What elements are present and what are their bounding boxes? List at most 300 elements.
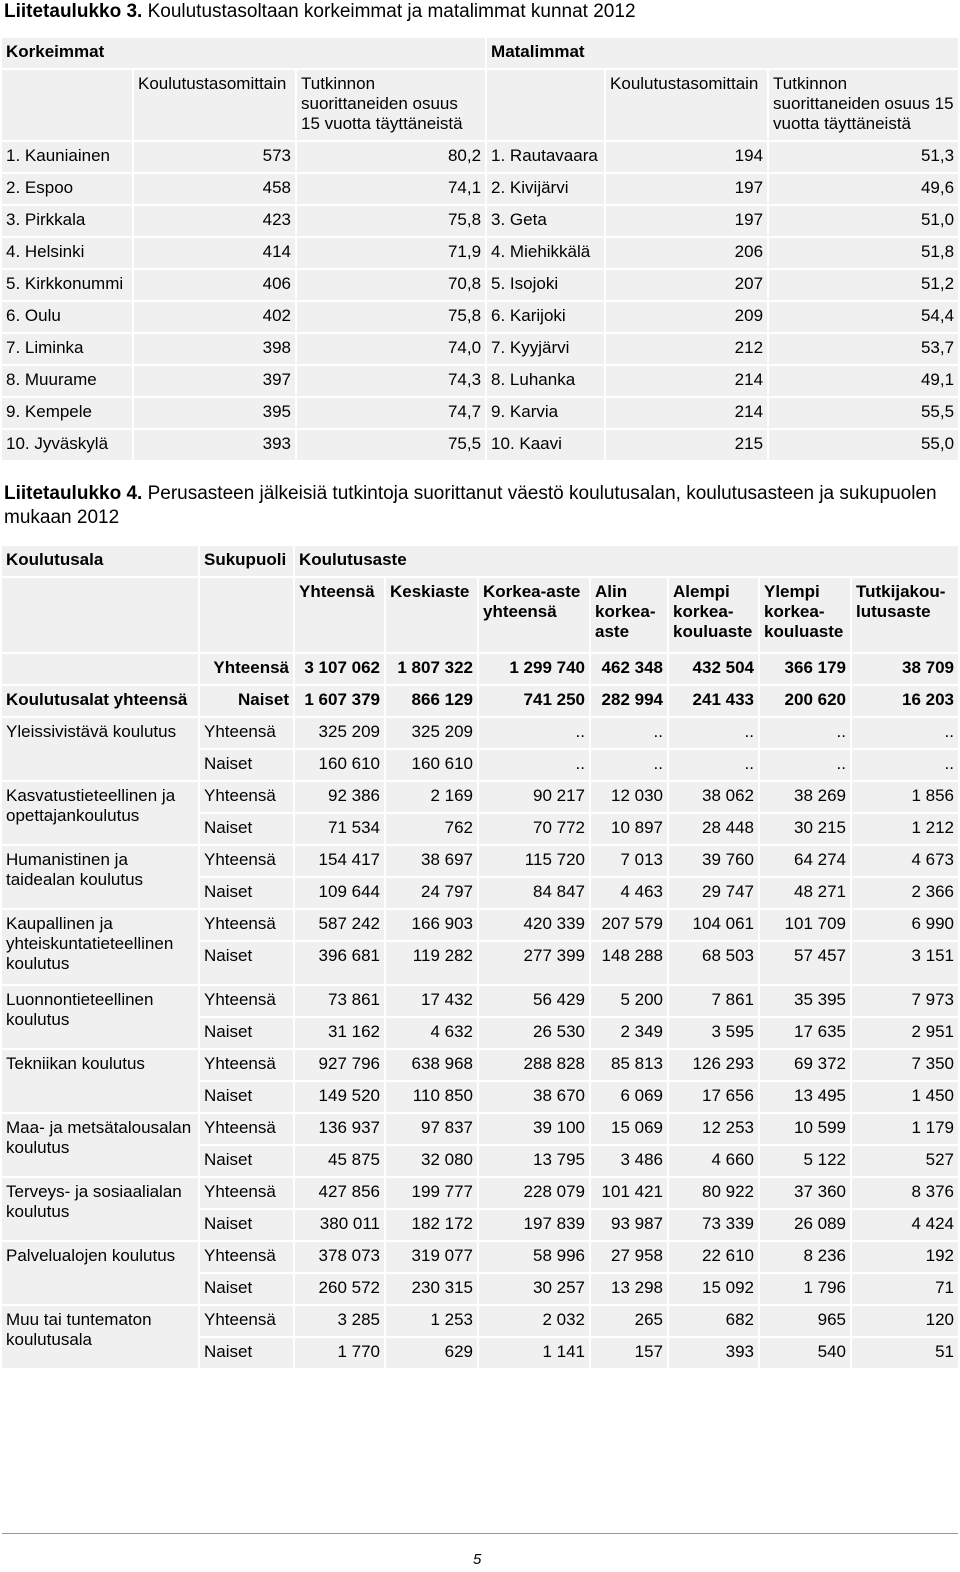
- t4-value: 965: [759, 1305, 851, 1337]
- t3-high-level: 423: [133, 205, 296, 237]
- t4-gender: Yhteensä: [199, 1177, 294, 1209]
- t4-value: 629: [385, 1337, 478, 1369]
- t4-gender: Naiset: [199, 941, 294, 985]
- t4-head-level: Koulutusaste: [294, 545, 959, 577]
- t4-value: 26 089: [759, 1209, 851, 1241]
- t3-low-name: 6. Karijoki: [486, 301, 605, 333]
- t4-value: 230 315: [385, 1273, 478, 1305]
- t4-col-header: Ylempi korkea-kouluaste: [759, 577, 851, 653]
- t4-value: 7 350: [851, 1049, 959, 1081]
- t4-value: ..: [668, 749, 759, 781]
- t4-value: 24 797: [385, 877, 478, 909]
- t4-gender: Naiset: [199, 1273, 294, 1305]
- table-row: [1, 1177, 959, 1209]
- t4-value: 15 069: [590, 1113, 668, 1145]
- t3-low-level: 207: [605, 269, 768, 301]
- table-row: [1, 1305, 959, 1337]
- t3-high-level: 395: [133, 397, 296, 429]
- t4-value: 282 994: [590, 685, 668, 717]
- t3-low-level: 209: [605, 301, 768, 333]
- t4-value: 73 339: [668, 1209, 759, 1241]
- t3-high-level: 402: [133, 301, 296, 333]
- t3-low-share: 51,0: [768, 205, 959, 237]
- t4-value: 38 670: [478, 1081, 590, 1113]
- t3-high-level: 398: [133, 333, 296, 365]
- t4-value: 4 660: [668, 1145, 759, 1177]
- t4-value: 120: [851, 1305, 959, 1337]
- t4-field-name: Kasvatustieteellinen ja opettajankoulutus: [1, 781, 199, 845]
- t4-value: 3 595: [668, 1017, 759, 1049]
- t4-gender: Naiset: [199, 1081, 294, 1113]
- t3-low-share: 54,4: [768, 301, 959, 333]
- t4-value: 115 720: [478, 845, 590, 877]
- t4-value: 51: [851, 1337, 959, 1369]
- t4-blank: [199, 577, 294, 653]
- t4-head-field: Koulutusala: [1, 545, 199, 577]
- table-row: [1, 1049, 959, 1081]
- t4-value: 1 607 379: [294, 685, 385, 717]
- t4-value: 4 632: [385, 1017, 478, 1049]
- t4-value: 200 620: [759, 685, 851, 717]
- t4-value: 28 448: [668, 813, 759, 845]
- t4-col-header: Alempi korkea-kouluaste: [668, 577, 759, 653]
- t3-low-name: 5. Isojoki: [486, 269, 605, 301]
- t4-value: ..: [759, 717, 851, 749]
- t4-value: 192: [851, 1241, 959, 1273]
- t4-value: 199 777: [385, 1177, 478, 1209]
- t4-value: 4 673: [851, 845, 959, 877]
- t4-value: ..: [478, 749, 590, 781]
- t4-value: 7 973: [851, 985, 959, 1017]
- t4-value: 17 432: [385, 985, 478, 1017]
- table-row: [1, 1113, 959, 1145]
- t4-value: 432 504: [668, 653, 759, 685]
- t4-value: 85 813: [590, 1049, 668, 1081]
- t4-value: 16 203: [851, 685, 959, 717]
- t4-value: 8 376: [851, 1177, 959, 1209]
- footer-rule: [2, 1533, 958, 1534]
- page-number: 5: [473, 1551, 482, 1568]
- t4-value: 207 579: [590, 909, 668, 941]
- t4-value: 540: [759, 1337, 851, 1369]
- t4-value: 38 709: [851, 653, 959, 685]
- t4-value: 73 861: [294, 985, 385, 1017]
- t4-gender: Naiset: [199, 813, 294, 845]
- t4-gender: Naiset: [199, 685, 294, 717]
- t4-value: 260 572: [294, 1273, 385, 1305]
- t4-field-name: Luonnontieteellinen koulutus: [1, 985, 199, 1049]
- t4-value: 38 062: [668, 781, 759, 813]
- t4-value: 15 092: [668, 1273, 759, 1305]
- t4-value: 762: [385, 813, 478, 845]
- t4-value: 45 875: [294, 1145, 385, 1177]
- t3-high-share: 74,3: [296, 365, 486, 397]
- t4-field-name: Palvelualojen koulutus: [1, 1241, 199, 1305]
- t3-group-high: Korkeimmat: [1, 37, 486, 69]
- table-row: [1, 365, 959, 397]
- t4-value: 64 274: [759, 845, 851, 877]
- t4-value: 12 253: [668, 1113, 759, 1145]
- t4-value: 22 610: [668, 1241, 759, 1273]
- t4-field-name: Tekniikan koulutus: [1, 1049, 199, 1113]
- t4-value: 17 656: [668, 1081, 759, 1113]
- table4-title-prefix: Liitetaulukko 4.: [4, 483, 143, 504]
- t4-value: 31 162: [294, 1017, 385, 1049]
- t4-value: 288 828: [478, 1049, 590, 1081]
- t4-value: 166 903: [385, 909, 478, 941]
- t4-gender: Naiset: [199, 749, 294, 781]
- t4-value: 6 069: [590, 1081, 668, 1113]
- t3-high-level: 458: [133, 173, 296, 205]
- t4-value: 587 242: [294, 909, 385, 941]
- t4-value: 30 257: [478, 1273, 590, 1305]
- table-row: [1, 269, 959, 301]
- t4-value: 12 030: [590, 781, 668, 813]
- t4-value: 3 486: [590, 1145, 668, 1177]
- t3-low-share: 55,5: [768, 397, 959, 429]
- t4-value: 2 032: [478, 1305, 590, 1337]
- t4-value: 6 990: [851, 909, 959, 941]
- t4-value: 325 209: [385, 717, 478, 749]
- t3-low-share: 49,1: [768, 365, 959, 397]
- table-row: [1, 717, 959, 749]
- t4-col-header: Yhteensä: [294, 577, 385, 653]
- t4-value: 4 424: [851, 1209, 959, 1241]
- t4-gender: Naiset: [199, 877, 294, 909]
- t4-value: 366 179: [759, 653, 851, 685]
- t4-value: 5 200: [590, 985, 668, 1017]
- t4-gender: Naiset: [199, 1017, 294, 1049]
- t3-high-name: 8. Muurame: [1, 365, 133, 397]
- t4-field-name: Yleissivistävä koulutus: [1, 717, 199, 781]
- t3-group-low: Matalimmat: [486, 37, 959, 69]
- t3-low-level: 214: [605, 365, 768, 397]
- t4-value: 149 520: [294, 1081, 385, 1113]
- t4-gender: Naiset: [199, 1337, 294, 1369]
- t4-value: 154 417: [294, 845, 385, 877]
- t4-field-name: Muu tai tuntematon koulutusala: [1, 1305, 199, 1369]
- t4-value: ..: [590, 749, 668, 781]
- t4-value: ..: [851, 717, 959, 749]
- t4-value: 10 599: [759, 1113, 851, 1145]
- t3-high-share: 74,0: [296, 333, 486, 365]
- t4-value: 682: [668, 1305, 759, 1337]
- t4-head-gender: Sukupuoli: [199, 545, 294, 577]
- t4-value: 38 697: [385, 845, 478, 877]
- t4-gender: Yhteensä: [199, 717, 294, 749]
- t4-value: 319 077: [385, 1241, 478, 1273]
- table-row: [1, 397, 959, 429]
- t3-col-share-high: Tutkinnon suorittaneiden osuus 15 vuotta täyttäneistä: [296, 69, 486, 141]
- t3-high-share: 75,8: [296, 205, 486, 237]
- t4-value: 97 837: [385, 1113, 478, 1145]
- t3-high-name: 10. Jyväskylä: [1, 429, 133, 461]
- t4-value: 1 450: [851, 1081, 959, 1113]
- t4-value: ..: [851, 749, 959, 781]
- t4-value: 378 073: [294, 1241, 385, 1273]
- t4-value: ..: [478, 717, 590, 749]
- t4-value: ..: [759, 749, 851, 781]
- t4-value: 10 897: [590, 813, 668, 845]
- t4-value: 26 530: [478, 1017, 590, 1049]
- t3-low-share: 51,3: [768, 141, 959, 173]
- t3-high-name: 9. Kempele: [1, 397, 133, 429]
- t4-value: 866 129: [385, 685, 478, 717]
- t4-value: 71 534: [294, 813, 385, 845]
- t4-value: 396 681: [294, 941, 385, 985]
- t3-low-level: 197: [605, 173, 768, 205]
- t4-col-header: Korkea-aste yhteensä: [478, 577, 590, 653]
- t4-value: 69 372: [759, 1049, 851, 1081]
- t4-gender: Yhteensä: [199, 1241, 294, 1273]
- t3-low-name: 8. Luhanka: [486, 365, 605, 397]
- table4-title: [4, 482, 956, 530]
- t4-value: 92 386: [294, 781, 385, 813]
- t3-high-name: 6. Oulu: [1, 301, 133, 333]
- t3-low-name: 1. Rautavaara: [486, 141, 605, 173]
- table3-title-prefix: Liitetaulukko 3.: [4, 1, 143, 22]
- t4-value: 3 285: [294, 1305, 385, 1337]
- t4-value: 13 298: [590, 1273, 668, 1305]
- t4-value: 30 215: [759, 813, 851, 845]
- t3-high-name: 2. Espoo: [1, 173, 133, 205]
- t4-value: 277 399: [478, 941, 590, 985]
- table-row: [1, 685, 959, 717]
- t3-col-level-high: Koulutustasomittain: [133, 69, 296, 141]
- t4-value: 56 429: [478, 985, 590, 1017]
- t4-gender: Yhteensä: [199, 653, 294, 685]
- t3-low-level: 215: [605, 429, 768, 461]
- t4-value: 638 968: [385, 1049, 478, 1081]
- t4-value: 228 079: [478, 1177, 590, 1209]
- t4-value: 104 061: [668, 909, 759, 941]
- t3-low-name: 7. Kyyjärvi: [486, 333, 605, 365]
- t3-high-level: 393: [133, 429, 296, 461]
- t4-gender: Yhteensä: [199, 1049, 294, 1081]
- table-row: [1, 845, 959, 877]
- table-row: [1, 653, 959, 685]
- t4-value: 17 635: [759, 1017, 851, 1049]
- table-row: [1, 301, 959, 333]
- t4-value: 90 217: [478, 781, 590, 813]
- t4-value: 527: [851, 1145, 959, 1177]
- t3-blank: [486, 69, 605, 141]
- t4-value: 148 288: [590, 941, 668, 985]
- table3-title: [4, 0, 636, 24]
- table-row: [1, 205, 959, 237]
- t4-value: 39 760: [668, 845, 759, 877]
- t4-value: 57 457: [759, 941, 851, 985]
- t3-low-level: 206: [605, 237, 768, 269]
- t4-value: 3 107 062: [294, 653, 385, 685]
- t4-value: 110 850: [385, 1081, 478, 1113]
- table-row: [1, 333, 959, 365]
- t4-value: 157: [590, 1337, 668, 1369]
- t3-low-name: 9. Karvia: [486, 397, 605, 429]
- t4-field-total: Koulutusalat yhteensä: [1, 685, 199, 717]
- t4-value: 182 172: [385, 1209, 478, 1241]
- t4-value: 1 253: [385, 1305, 478, 1337]
- t4-value: 39 100: [478, 1113, 590, 1145]
- t3-high-share: 80,2: [296, 141, 486, 173]
- t4-value: 2 951: [851, 1017, 959, 1049]
- t3-high-level: 414: [133, 237, 296, 269]
- table-row: [1, 237, 959, 269]
- t4-value: 80 922: [668, 1177, 759, 1209]
- t3-high-level: 573: [133, 141, 296, 173]
- t4-col-header: Tutkijakou-lutusaste: [851, 577, 959, 653]
- t4-value: 4 463: [590, 877, 668, 909]
- t4-value: 68 503: [668, 941, 759, 985]
- t3-low-share: 49,6: [768, 173, 959, 205]
- t4-value: 27 958: [590, 1241, 668, 1273]
- t3-high-name: 1. Kauniainen: [1, 141, 133, 173]
- t4-value: 35 395: [759, 985, 851, 1017]
- t3-low-share: 55,0: [768, 429, 959, 461]
- t4-value: 8 236: [759, 1241, 851, 1273]
- table4: [0, 544, 960, 1370]
- t4-value: 2 366: [851, 877, 959, 909]
- t3-low-name: 3. Geta: [486, 205, 605, 237]
- t4-field-blank: [1, 653, 199, 685]
- t4-value: 101 709: [759, 909, 851, 941]
- t3-high-name: 4. Helsinki: [1, 237, 133, 269]
- t4-value: ..: [590, 717, 668, 749]
- t4-value: 1 212: [851, 813, 959, 845]
- t4-value: 1 299 740: [478, 653, 590, 685]
- t3-low-level: 194: [605, 141, 768, 173]
- t4-gender: Yhteensä: [199, 985, 294, 1017]
- t3-low-level: 212: [605, 333, 768, 365]
- t4-value: 1 856: [851, 781, 959, 813]
- t3-low-name: 10. Kaavi: [486, 429, 605, 461]
- t4-value: 7 861: [668, 985, 759, 1017]
- t3-high-share: 74,1: [296, 173, 486, 205]
- table-row: [1, 429, 959, 461]
- t3-high-share: 70,8: [296, 269, 486, 301]
- table-row: [1, 909, 959, 941]
- t3-low-level: 197: [605, 205, 768, 237]
- t3-high-share: 75,5: [296, 429, 486, 461]
- t4-value: 160 610: [294, 749, 385, 781]
- table-row: [1, 781, 959, 813]
- t3-high-level: 397: [133, 365, 296, 397]
- t4-value: 126 293: [668, 1049, 759, 1081]
- table-row: [1, 173, 959, 205]
- t4-value: 241 433: [668, 685, 759, 717]
- t3-high-name: 7. Liminka: [1, 333, 133, 365]
- t4-value: 927 796: [294, 1049, 385, 1081]
- t4-value: 1 179: [851, 1113, 959, 1145]
- t4-value: 393: [668, 1337, 759, 1369]
- t4-value: 13 795: [478, 1145, 590, 1177]
- t4-field-name: Terveys- ja sosiaalialan koulutus: [1, 1177, 199, 1241]
- t4-value: 160 610: [385, 749, 478, 781]
- t4-value: 427 856: [294, 1177, 385, 1209]
- t4-value: 1 770: [294, 1337, 385, 1369]
- t4-value: 2 349: [590, 1017, 668, 1049]
- t4-gender: Yhteensä: [199, 1113, 294, 1145]
- table-row: [1, 141, 959, 173]
- table4-title-text: Perusasteen jälkeisiä tutkintoja suorittanut väestö koulutusalan, koulutusasteen ja sukupuolen mukaan 2012: [4, 483, 937, 528]
- t3-low-name: 2. Kivijärvi: [486, 173, 605, 205]
- t4-value: 71: [851, 1273, 959, 1305]
- t4-value: 1 796: [759, 1273, 851, 1305]
- t4-value: 325 209: [294, 717, 385, 749]
- t3-col-share-low: Tutkinnon suorittaneiden osuus 15 vuotta täyttäneistä: [768, 69, 959, 141]
- t3-high-share: 74,7: [296, 397, 486, 429]
- table3-title-text: Koulutustasoltaan korkeimmat ja matalimmat kunnat 2012: [142, 1, 636, 22]
- t4-value: 462 348: [590, 653, 668, 685]
- t4-value: ..: [668, 717, 759, 749]
- t3-low-share: 51,8: [768, 237, 959, 269]
- t3-low-share: 51,2: [768, 269, 959, 301]
- t4-value: 101 421: [590, 1177, 668, 1209]
- t4-value: 48 271: [759, 877, 851, 909]
- t4-col-header: Keskiaste: [385, 577, 478, 653]
- t3-high-name: 3. Pirkkala: [1, 205, 133, 237]
- t4-value: 119 282: [385, 941, 478, 985]
- t4-value: 84 847: [478, 877, 590, 909]
- t3-blank: [1, 69, 133, 141]
- t4-value: 93 987: [590, 1209, 668, 1241]
- t4-value: 5 122: [759, 1145, 851, 1177]
- t4-gender: Yhteensä: [199, 845, 294, 877]
- t4-value: 2 169: [385, 781, 478, 813]
- t4-gender: Naiset: [199, 1209, 294, 1241]
- t4-value: 136 937: [294, 1113, 385, 1145]
- t3-high-share: 71,9: [296, 237, 486, 269]
- t4-value: 7 013: [590, 845, 668, 877]
- t3-low-share: 53,7: [768, 333, 959, 365]
- t4-value: 29 747: [668, 877, 759, 909]
- t4-field-name: Humanistinen ja taidealan koulutus: [1, 845, 199, 909]
- t4-value: 13 495: [759, 1081, 851, 1113]
- t4-value: 420 339: [478, 909, 590, 941]
- t4-value: 37 360: [759, 1177, 851, 1209]
- t4-gender: Yhteensä: [199, 781, 294, 813]
- t4-value: 1 141: [478, 1337, 590, 1369]
- t4-value: 32 080: [385, 1145, 478, 1177]
- t4-value: 380 011: [294, 1209, 385, 1241]
- t4-value: 1 807 322: [385, 653, 478, 685]
- t4-value: 3 151: [851, 941, 959, 985]
- t4-gender: Naiset: [199, 1145, 294, 1177]
- t4-col-header: Alin korkea-aste: [590, 577, 668, 653]
- t4-value: 38 269: [759, 781, 851, 813]
- t3-col-level-low: Koulutustasomittain: [605, 69, 768, 141]
- t4-field-name: Kaupallinen ja yhteiskuntatieteellinen koulutus: [1, 909, 199, 985]
- t4-value: 58 996: [478, 1241, 590, 1273]
- table-row: [1, 1241, 959, 1273]
- t4-blank: [1, 577, 199, 653]
- t3-high-level: 406: [133, 269, 296, 301]
- t4-value: 70 772: [478, 813, 590, 845]
- t4-value: 741 250: [478, 685, 590, 717]
- table3: [0, 36, 960, 462]
- table-row: [1, 985, 959, 1017]
- t3-low-name: 4. Miehikkälä: [486, 237, 605, 269]
- t3-high-share: 75,8: [296, 301, 486, 333]
- t4-gender: Yhteensä: [199, 909, 294, 941]
- t4-gender: Yhteensä: [199, 1305, 294, 1337]
- t4-field-name: Maa- ja metsätalousalan koulutus: [1, 1113, 199, 1177]
- t3-high-name: 5. Kirkkonummi: [1, 269, 133, 301]
- t3-low-level: 214: [605, 397, 768, 429]
- t4-value: 197 839: [478, 1209, 590, 1241]
- t4-value: 265: [590, 1305, 668, 1337]
- t4-value: 109 644: [294, 877, 385, 909]
